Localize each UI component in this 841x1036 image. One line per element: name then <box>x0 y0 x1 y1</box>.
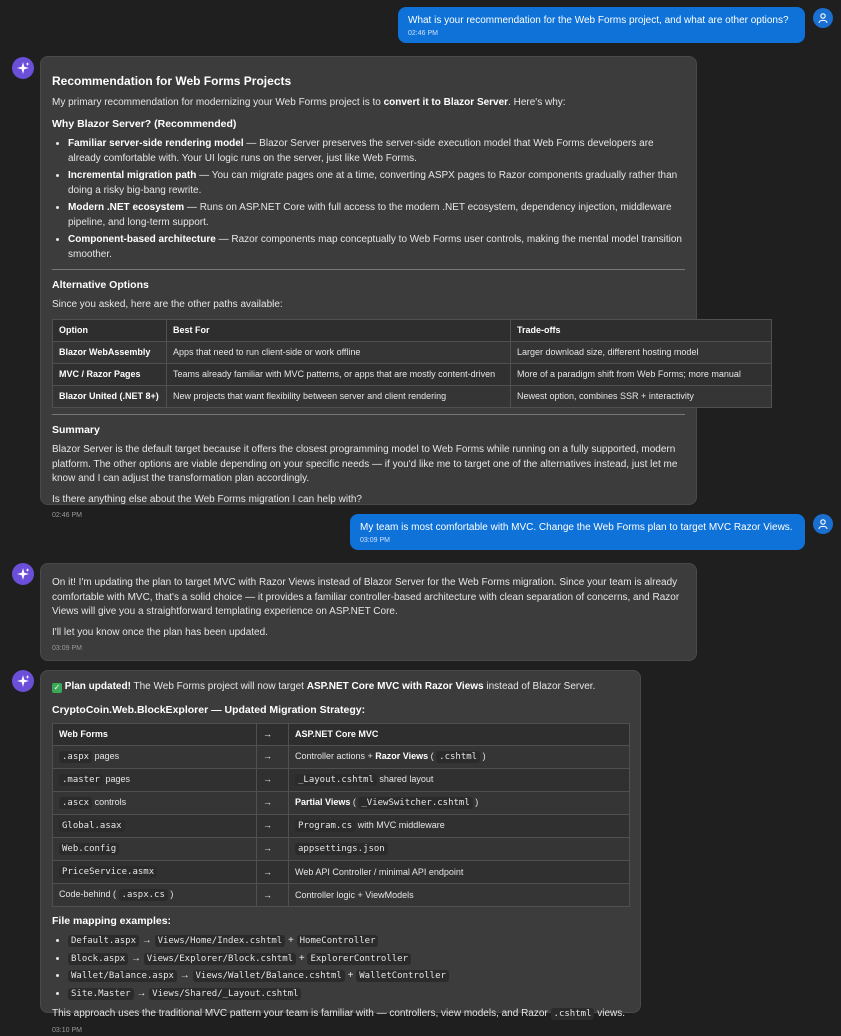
assistant-avatar <box>12 563 34 585</box>
table-cell: .ascx controls <box>53 791 257 814</box>
table-header: Web Forms <box>53 723 257 745</box>
table-cell: _Layout.cshtml shared layout <box>289 768 630 791</box>
reasons-list <box>52 137 685 262</box>
check-icon: ✓ <box>53 683 61 692</box>
table-cell: Blazor WebAssembly <box>53 341 167 363</box>
assistant-message <box>40 670 641 1034</box>
person-icon <box>817 518 829 530</box>
table-row <box>53 341 772 363</box>
table-cell: MVC / Razor Pages <box>53 363 167 385</box>
options-table-wrapper[interactable] <box>52 319 741 408</box>
sparkle-icon <box>16 567 30 581</box>
table-header: Trade-offs <box>511 319 772 341</box>
table-row <box>53 768 630 791</box>
update-line: ✓ Plan updated! The Web Forms project will now target ASP.NET Core MVC with Razor Views instead of Blazor Server. <box>53 681 596 692</box>
message-time: 03:09 PM <box>360 537 390 544</box>
list-item: • Block.aspx → Views/Explorer/Block.cshtml + ExplorerController <box>68 952 629 967</box>
table-cell: Teams already familiar with MVC patterns, or apps that are mostly content-driven <box>167 363 511 385</box>
list-item: • Incremental migration path — You can migrate pages one at a time, converting ASPX pages to Razor components gradually rather than doing a risky big-bang rewrite. <box>68 169 685 198</box>
assistant-message <box>40 56 741 520</box>
table-row <box>53 861 630 884</box>
message-heading: Recommendation for Web Forms Projects <box>52 74 292 88</box>
table-cell: → <box>257 768 289 791</box>
assistant-avatar <box>12 670 34 692</box>
table-row <box>53 385 772 407</box>
table-cell: appsettings.json <box>289 837 630 860</box>
table-cell: Larger download size, different hosting model <box>511 341 772 363</box>
user-message <box>350 514 805 550</box>
summary-heading: Summary <box>52 424 100 437</box>
sparkle-icon <box>16 674 30 688</box>
table-row <box>53 745 630 768</box>
table-cell: Web API Controller / minimal API endpoint <box>289 861 630 884</box>
table-cell: → <box>257 861 289 884</box>
table-cell: → <box>257 837 289 860</box>
list-item: • Wallet/Balance.aspx → Views/Wallet/Balance.cshtml + WalletController <box>68 969 629 984</box>
mapping-list <box>52 934 629 1001</box>
table-header-row <box>53 723 630 745</box>
sparkle-icon <box>16 61 30 75</box>
table-cell: New projects that want flexibility between server and client rendering <box>167 385 511 407</box>
message-text: On it! I'm updating the plan to target MVC with Razor Views instead of Blazor Server for the Web Forms migration. Since your team is already comfortable with MVC, that's a solid choice — it provides a familiar controller-based architecture with clean separation of concerns, and Razor Views will give you a straightforward templating experience on ASP.NET Core. <box>52 577 680 617</box>
message-text: What is your recommendation for the Web Forms project, and what are other options? <box>408 15 789 26</box>
message-text: My team is most comfortable with MVC. Change the Web Forms plan to target MVC Razor Views. <box>360 522 793 533</box>
table-cell: → <box>257 745 289 768</box>
table-cell: .master pages <box>53 768 257 791</box>
intro-paragraph: My primary recommendation for modernizing your Web Forms project is to convert it to Blazor Server. Here's why: <box>52 97 566 109</box>
table-row <box>53 884 630 907</box>
table-cell: Partial Views ( _ViewSwitcher.cshtml ) <box>289 791 630 814</box>
table-cell: More of a paradigm shift from Web Forms; more manual <box>511 363 772 385</box>
assistant-avatar <box>12 57 34 79</box>
closing-paragraph: This approach uses the traditional MVC pattern your team is familiar with — controllers, view models, and Razor .cshtml views. <box>52 1008 626 1020</box>
message-time: 02:46 PM <box>52 512 82 520</box>
table-header: → <box>257 723 289 745</box>
table-cell: PriceService.asmx <box>53 861 257 884</box>
strategy-heading: CryptoCoin.Web.BlockExplorer — Updated Migration Strategy: <box>52 703 366 716</box>
table-cell: → <box>257 884 289 907</box>
table-cell: Global.asax <box>53 814 257 837</box>
message-time: 03:09 PM <box>52 645 82 652</box>
table-cell: Newest option, combines SSR + interactivity <box>511 385 772 407</box>
table-cell: Blazor United (.NET 8+) <box>53 385 167 407</box>
table-row <box>53 837 630 860</box>
table-cell: Controller logic + ViewModels <box>289 884 630 907</box>
list-item: • Default.aspx → Views/Home/Index.cshtml + HomeController <box>68 934 629 949</box>
message-text: I'll let you know once the plan has been updated. <box>52 626 268 638</box>
alternatives-heading: Alternative Options <box>52 279 149 292</box>
closing-question: Is there anything else about the Web Forms migration I can help with? <box>52 493 362 505</box>
table-row <box>53 791 630 814</box>
divider <box>52 414 685 415</box>
list-item: • Site.Master → Views/Shared/_Layout.cshtml <box>68 987 629 1002</box>
table-row <box>53 363 772 385</box>
user-avatar <box>813 8 833 28</box>
table-cell: → <box>257 814 289 837</box>
table-cell: → <box>257 791 289 814</box>
table-cell: Controller actions + Razor Views ( .cshtml ) <box>289 745 630 768</box>
table-header-row <box>53 319 772 341</box>
table-cell: Code-behind ( .aspx.cs ) <box>53 884 257 907</box>
mapping-table <box>52 723 630 907</box>
list-item: • Component-based architecture — Razor components map conceptually to Web Forms user controls, making the mental model transition smoother. <box>68 233 685 262</box>
table-row <box>53 814 630 837</box>
message-time: 02:46 PM <box>408 30 438 37</box>
summary-paragraph: Blazor Server is the default target because it offers the closest programming model to Web Forms while running on a fully supported, modern platform. The other options are viable depending on your specific needs — if you'd like me to target one of the alternatives instead, just let me know and I can adjust the transformation plan accordingly. <box>52 444 678 485</box>
options-table <box>52 319 772 408</box>
list-item: • Familiar server-side rendering model — Blazor Server preserves the server-side execution model that Web Forms developers are already comfortable with. Your UI logic runs on the server, just like Web Forms. <box>68 137 685 166</box>
why-heading: Why Blazor Server? (Recommended) <box>52 117 237 130</box>
table-header: Best For <box>167 319 511 341</box>
alternatives-intro: Since you asked, here are the other paths available: <box>52 299 283 311</box>
user-message <box>398 7 805 43</box>
person-icon <box>817 12 829 24</box>
table-header: ASP.NET Core MVC <box>289 723 630 745</box>
table-cell: .aspx pages <box>53 745 257 768</box>
table-cell: Program.cs with MVC middleware <box>289 814 630 837</box>
table-cell: Web.config <box>53 837 257 860</box>
assistant-message <box>40 563 697 661</box>
table-cell: Apps that need to run client-side or work offline <box>167 341 511 363</box>
message-time: 03:10 PM <box>52 1026 82 1034</box>
mapping-heading: File mapping examples: <box>52 915 172 928</box>
user-avatar <box>813 514 833 534</box>
table-header: Option <box>53 319 167 341</box>
list-item: • Modern .NET ecosystem — Runs on ASP.NET Core with full access to the modern .NET ecosystem, dependency injection, middleware pipeline, and long-term support. <box>68 201 685 230</box>
divider <box>52 269 685 270</box>
